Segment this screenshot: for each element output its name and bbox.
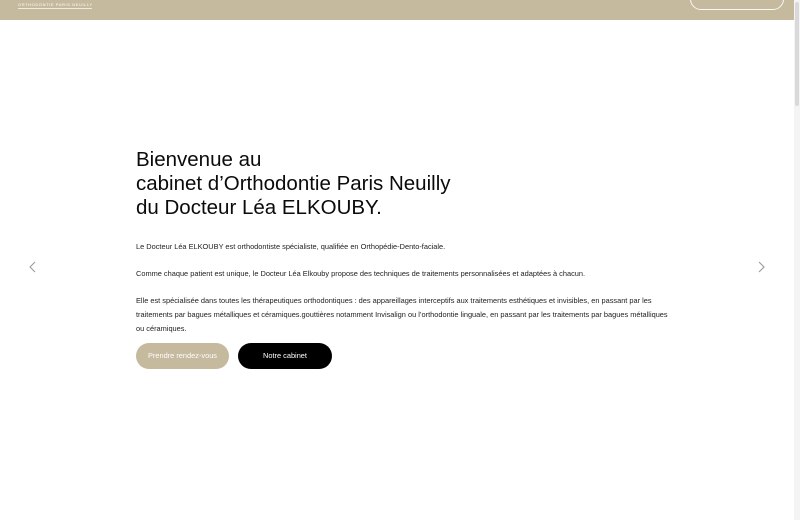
- logo-text: ORTHODONTIE PARIS NEUILLY: [18, 2, 93, 7]
- chevron-right-icon: [754, 260, 768, 274]
- hero-title-line: Bienvenue au: [136, 148, 262, 171]
- intro-paragraph: Le Docteur Léa ELKOUBY est orthodontiste spécialiste, qualifiée en Orthopédie-Dento-faciale.: [136, 242, 446, 251]
- site-logo[interactable]: [18, 0, 98, 10]
- hero-title-line: cabinet d’Orthodontie Paris Neuilly: [136, 172, 451, 195]
- hero-section: [136, 148, 676, 335]
- scrollbar-thumb[interactable]: [795, 2, 799, 106]
- hero-title-line: du Docteur Léa ELKOUBY.: [136, 196, 382, 219]
- top-header-bar: [0, 0, 794, 20]
- carousel-next-button[interactable]: [754, 260, 768, 274]
- hero-title: [136, 148, 676, 220]
- logo-divider: [18, 8, 92, 9]
- header-outline-button[interactable]: [690, 0, 784, 10]
- approach-paragraph: Comme chaque patient est unique, le Docteur Léa Elkouby propose des techniques de traitements personnalisées et adaptées à chacun.: [136, 269, 586, 279]
- book-appointment-button[interactable]: Prendre rendez-vous: [136, 343, 229, 369]
- our-office-button[interactable]: Notre cabinet: [238, 343, 332, 369]
- chevron-left-icon: [26, 260, 40, 274]
- page-scrollbar[interactable]: [794, 0, 800, 520]
- specialties-paragraph: Elle est spécialisée dans toutes les thérapeutiques orthodontiques : des appareillages interceptifs aux traitements esthétiques et invisibles, en passant par les traitements par bagues métalliques et céramiques.gouttières notamment Invisalign ou l’orthodontie linguale, en passant par les traitements par bagues métalliques ou céramiques.: [136, 296, 668, 333]
- carousel-prev-button[interactable]: [26, 260, 40, 274]
